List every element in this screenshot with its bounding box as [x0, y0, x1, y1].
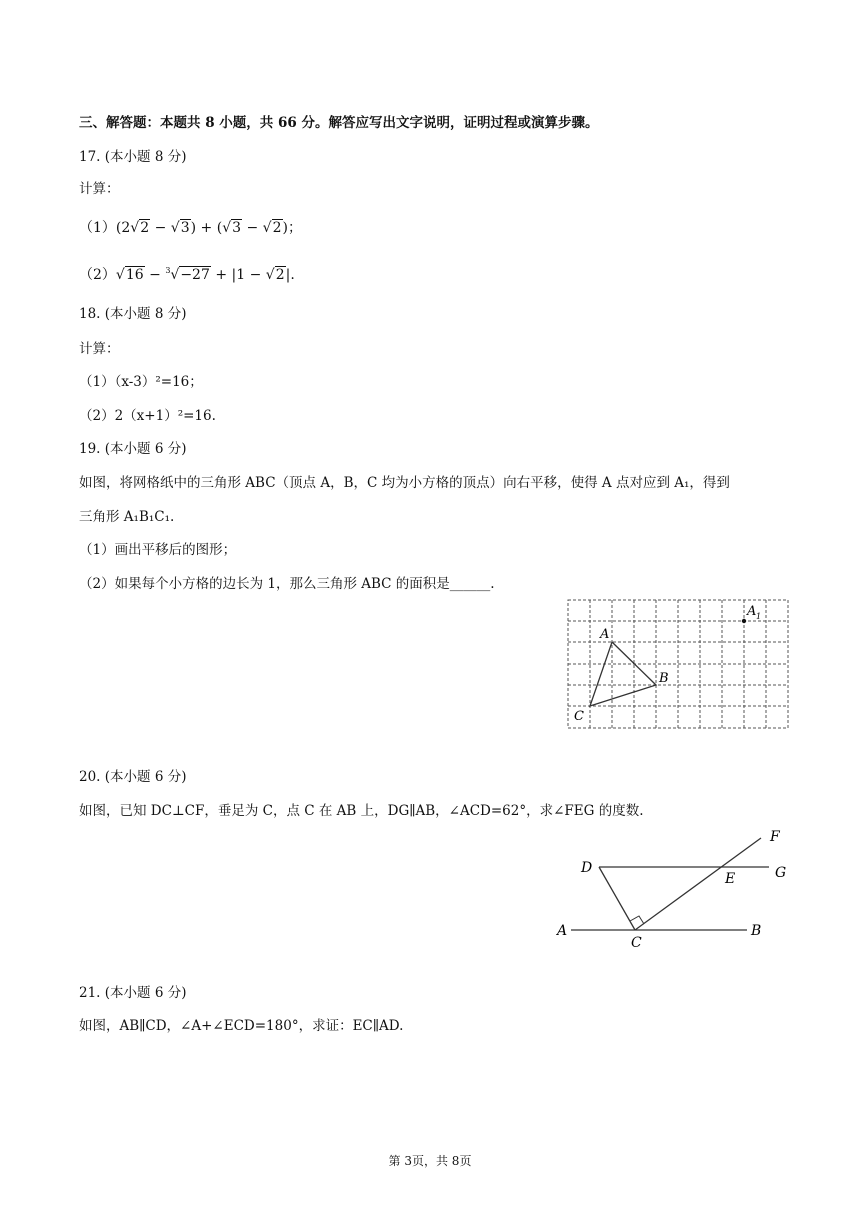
q19-text-line2: 三角形 A₁B₁C₁. — [79, 509, 175, 525]
label-e: E — [725, 871, 736, 887]
q17-part2: （2）√16 − $^3$√−27 + |1 − √2|. — [79, 266, 295, 283]
page-footer: 第 3页，共 8页 — [388, 1154, 472, 1168]
q19-text-line1: 如图，将网格纸中的三角形 ABC（顶点 A，B，C 均为小方格的顶点）向右平移，使得 A 点对应到 A₁，得到 — [79, 475, 730, 491]
label-b: B — [751, 923, 762, 939]
label-a1-sub: 1 — [756, 612, 762, 621]
q18-part2: （2）2（x+1）²=16. — [79, 408, 216, 424]
label-d: D — [581, 860, 593, 876]
label-g: G — [775, 865, 787, 881]
q18-part1: （1）（x-3）²=16； — [79, 374, 203, 390]
q20-geometry-figure — [555, 825, 795, 955]
label-a: A — [557, 923, 568, 939]
label-c: C — [631, 935, 642, 951]
label-f: F — [770, 829, 780, 845]
section-header: 三、解答题：本题共 8 小题，共 66 分。解答应写出文字说明，证明过程或演算步骤。 — [79, 115, 599, 131]
q21-text: 如图，AB∥CD，∠A+∠ECD=180°，求证：EC∥AD. — [79, 1018, 404, 1034]
q17-prompt: 计算： — [79, 181, 120, 197]
q18-title: 18. (本小题 8 分) — [79, 306, 187, 322]
q19-grid-figure — [566, 598, 796, 734]
q17-part1: （1）(2√2 − √3) + (√3 − √2)； — [79, 220, 302, 236]
point-a1 — [742, 619, 746, 623]
q17-title: 17. (本小题 8 分) — [79, 149, 187, 165]
label-a: A — [600, 627, 610, 642]
grid-lines — [568, 600, 788, 728]
label-a1: A — [747, 604, 757, 619]
right-angle-mark — [630, 916, 644, 924]
q20-title: 20. (本小题 6 分) — [79, 769, 187, 785]
q19-part1: （1）画出平移后的图形； — [79, 542, 237, 558]
q19-title: 19. (本小题 6 分) — [79, 441, 187, 457]
line-dc — [599, 867, 635, 930]
line-cf — [635, 838, 761, 930]
q17-part2-label: （2） — [79, 267, 116, 283]
q19-part2: （2）如果每个小方格的边长为 1，那么三角形 ABC 的面积是______. — [79, 576, 495, 592]
q21-title: 21. (本小题 6 分) — [79, 985, 187, 1001]
label-c: C — [574, 709, 584, 724]
q18-prompt: 计算： — [79, 341, 120, 357]
q20-text: 如图，已知 DC⊥CF，垂足为 C，点 C 在 AB 上，DG∥AB，∠ACD=62°，求∠FEG 的度数. — [79, 803, 644, 819]
triangle-abc — [590, 642, 656, 706]
q17-part1-label: （1） — [79, 220, 116, 236]
label-b: B — [659, 671, 669, 686]
